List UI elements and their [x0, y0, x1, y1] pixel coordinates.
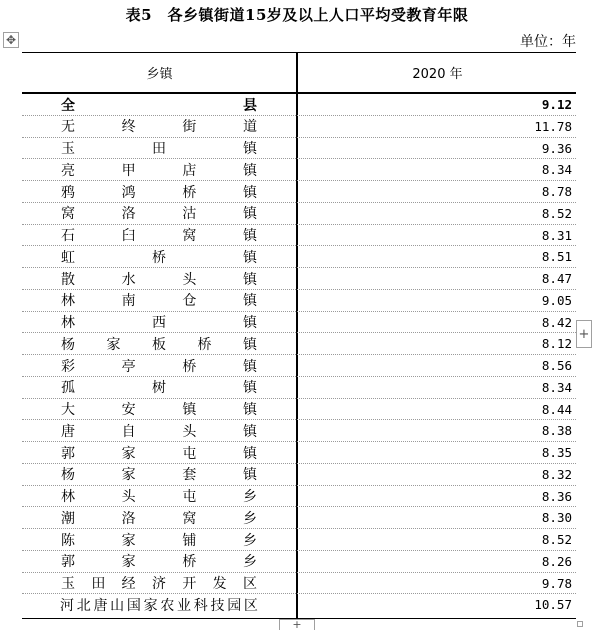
township-name: 石 臼 窝 镇: [61, 228, 257, 244]
education-years-value: 8.56: [541, 358, 572, 373]
table-header: [22, 53, 576, 94]
table-row: [22, 486, 576, 508]
education-years-value: 8.34: [541, 379, 572, 395]
education-years-value: 9.05: [541, 292, 572, 308]
table-row: [22, 464, 576, 486]
township-name: 亮 甲 店 镇: [61, 162, 257, 179]
education-years-value: 8.52: [541, 205, 572, 221]
table-row: [22, 420, 576, 442]
township-name: 玉 田 经 济 开 发 区: [61, 576, 257, 592]
table-row: [22, 116, 576, 138]
header-township: 乡镇: [146, 67, 173, 82]
township-name: 无 终 街 道: [61, 119, 257, 136]
township-name: 散 水 头 镇: [61, 271, 257, 288]
table-row: [22, 355, 576, 377]
table-row: [22, 203, 576, 225]
township-name: 鸦 鸿 桥 镇: [61, 184, 257, 201]
township-name: 林 头 屯 乡: [61, 489, 257, 505]
education-years-value: 10.57: [534, 597, 572, 613]
education-years-value: 8.78: [541, 184, 572, 199]
township-name: 郭 家 屯 镇: [61, 445, 257, 462]
township-name: 河 北 唐 山 国 家 农 业 科 技 园 区: [60, 597, 258, 614]
education-years-value: 9.78: [541, 575, 572, 591]
education-years-value: 8.38: [541, 423, 572, 439]
table-row: [22, 399, 576, 421]
table-row: [22, 94, 576, 116]
township-name: 唐 自 头 镇: [61, 423, 257, 440]
education-years-value: 8.30: [541, 510, 572, 526]
table-row: [22, 551, 576, 573]
township-name: 窝 洛 沽 镇: [61, 206, 257, 223]
table-row: [22, 225, 576, 247]
table-row: [22, 507, 576, 529]
education-years-value: 8.35: [541, 445, 572, 460]
township-name: 虹 桥 镇: [61, 249, 257, 266]
move-icon[interactable]: ✥: [3, 32, 19, 48]
unit-label: 单位：年: [520, 34, 576, 50]
education-years-value: 8.36: [541, 488, 572, 504]
education-years-value: 8.31: [541, 227, 572, 243]
township-name: 玉 田 镇: [61, 141, 257, 157]
plus-icon[interactable]: +: [576, 320, 592, 348]
table-row: [22, 290, 576, 312]
township-name: 大 安 镇 镇: [61, 402, 257, 418]
table-row: [22, 246, 576, 268]
header-year: 2020 年: [412, 67, 463, 82]
education-years-value: 8.42: [541, 314, 572, 330]
township-name: 郭 家 桥 乡: [61, 554, 257, 571]
plus-icon[interactable]: +: [279, 619, 315, 630]
table-row: [22, 312, 576, 334]
education-years-value: 8.52: [541, 532, 572, 547]
education-years-value: 8.44: [541, 401, 572, 417]
education-years-value: 8.47: [541, 271, 572, 286]
table-body: [22, 94, 576, 616]
table-row: [22, 268, 576, 290]
township-name: 林 南 仓 镇: [61, 293, 257, 310]
education-years-value: 8.26: [541, 553, 572, 569]
table-row: [22, 138, 576, 160]
table-row: [22, 529, 576, 551]
education-years-value: 11.78: [534, 118, 572, 134]
township-name: 杨 家 套 镇: [61, 467, 257, 484]
education-years-value: 8.51: [541, 249, 572, 265]
table-row: [22, 573, 576, 595]
township-name: 林 西 镇: [61, 315, 257, 331]
table-row: [22, 442, 576, 464]
table-title: 表5 各乡镇街道15岁及以上人口平均受教育年限: [125, 6, 469, 24]
township-name: 全 县: [61, 97, 257, 114]
table-row: [22, 594, 576, 616]
township-name: 陈 家 铺 乡: [61, 532, 257, 549]
data-table: [22, 52, 576, 619]
township-name: 孤 树 镇: [61, 380, 257, 397]
resize-handle[interactable]: [577, 621, 583, 627]
education-years-value: 9.36: [541, 140, 572, 156]
township-name: 潮 洛 窝 乡: [61, 510, 257, 527]
education-years-value: 8.32: [541, 466, 572, 482]
township-name: 杨 家 板 桥 镇: [61, 336, 257, 353]
township-name: 彩 亭 桥 镇: [61, 358, 257, 375]
education-years-value: 8.34: [541, 162, 572, 178]
table-row: [22, 377, 576, 399]
education-years-value: 9.12: [541, 97, 572, 112]
table-row: [22, 181, 576, 203]
education-years-value: 8.12: [541, 336, 572, 352]
table-row: [22, 159, 576, 181]
table-row: [22, 333, 576, 355]
